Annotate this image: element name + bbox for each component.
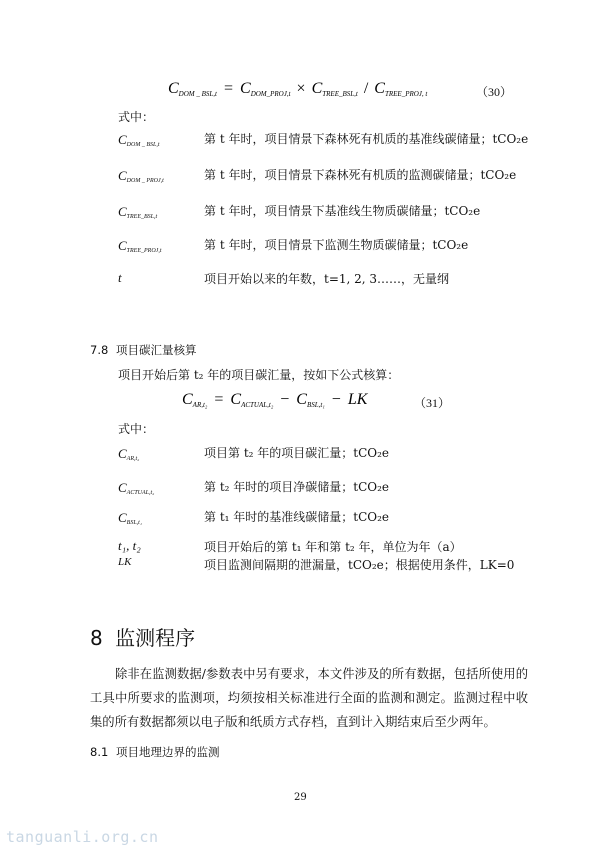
def2-desc-2: 第 t₂ 年时的项目净碳储量；tCO₂e [204,480,390,494]
section-8-heading: 8 监测程序 [90,626,196,650]
where-label-2: 式中： [118,422,155,436]
def2-symbol-2: $C_{ACTUAL,t_2}$ [118,480,155,496]
formula-30: $C_{DOM \_ BSL,t} = C_{DOM\_PROJ,t} \times C_{TREE\_BSL,t} / C_{TREE\_PROJ, t}$ [168,80,428,98]
formula-31: $C_{AR,t_2} = C_{ACTUAL,t_2} - C_{BSL,t_1}$ − LK [182,391,368,409]
def1-desc-1: 第 t 年时，项目情景下森林死有机质的基准线碳储量；tCO₂e [204,132,529,146]
page-number: 29 [294,792,307,803]
def1-symbol-1: $C_{DOM \_ BSL,t}$ [118,132,160,148]
def2-desc-4: 项目开始后的第 t₁ 年和第 t₂ 年，单位为年（a） [204,540,462,554]
def2-symbol-5: LK [118,556,132,568]
watermark: tanguanli.org.cn [6,828,159,846]
formula-30-number: （30） [476,85,513,99]
def2-desc-3: 第 t₁ 年时的基准线碳储量；tCO₂e [204,510,390,524]
def2-desc-1: 项目第 t₂ 年的项目碳汇量；tCO₂e [204,446,390,460]
section-7-8-heading: 7.8 项目碳汇量核算 [90,343,197,357]
def1-desc-3: 第 t 年时，项目情景下基准线生物质碳储量；tCO₂e [204,204,481,218]
def1-symbol-5: t [118,270,122,285]
def2-symbol-4: t₁, t₂ [118,538,141,553]
section-8-1-heading: 8.1 项目地理边界的监测 [90,745,220,759]
def2-desc-5: 项目监测间隔期的泄漏量，tCO₂e；根据使用条件，LK=0 [204,558,515,572]
def2-symbol-3: $C_{BSL,t_1}$ [118,510,142,526]
def2-symbol-1: $C_{AR,t_2}$ [118,446,140,462]
def1-symbol-3: $C_{TREE\_BSL,t}$ [118,204,158,220]
def1-symbol-2: $C_{DOM \_ PROJ,t}$ [118,168,164,184]
formula-31-number: （31） [414,396,451,410]
section-7-8-intro: 项目开始后第 t₂ 年的项目碳汇量，按如下公式核算： [118,368,400,382]
def1-desc-2: 第 t 年时，项目情景下森林死有机质的监测碳储量；tCO₂e [204,168,517,182]
def1-desc-5: 项目开始以来的年数，t=1, 2, 3……，无量纲 [204,272,450,286]
section-8-paragraph: 除非在监测数据/参数表中另有要求，本文件涉及的所有数据，包括所使用的工具中所要求的监测项，均须按相关标准进行全面的监测和测定。监测过程中收集的所有数据都须以电子版和纸质方式存档，直到计入期结束后至少两年。 [90,667,528,729]
def1-desc-4: 第 t 年时，项目情景下监测生物质碳储量；tCO₂e [204,238,469,252]
def1-symbol-4: $C_{TREE\_PROJ,t}$ [118,238,162,254]
where-label-1: 式中： [118,110,155,124]
